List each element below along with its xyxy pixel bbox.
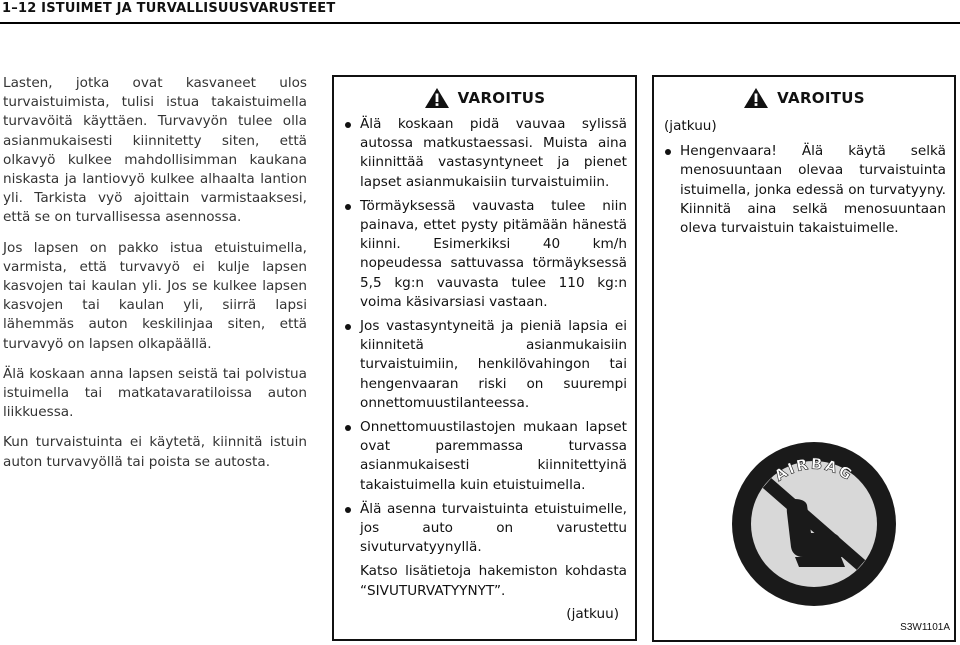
warning-triangle-icon bbox=[424, 87, 450, 109]
paragraph-unused-seat: Kun turvaistuinta ei käytetä, kiinnitä istuin auton turvavyöllä tai poista se autosta. bbox=[3, 434, 307, 470]
left-column bbox=[3, 74, 307, 483]
page-title: 1–12 ISTUIMET JA TURVALLISUUSVARUSTEET bbox=[2, 1, 336, 16]
warning-list bbox=[344, 115, 627, 557]
warning-item: Älä koskaan pidä vauvaa sylissä autossa matkustaessasi. Muista aina kiinnittää vastasyntyneet ja pienet lapset asianmukaisiin turvaistuimiin. bbox=[344, 115, 627, 192]
warning-item: Onnettomuustilastojen mukaan lapset ovat paremmassa turvassa asianmukaisesti kiinnitettyinä takaistuimella kuin etuistuimella. bbox=[344, 418, 627, 495]
warning-label: VAROITUS bbox=[777, 89, 865, 107]
continued-label: (jatkuu) bbox=[664, 118, 717, 134]
warning-item: Älä asenna turvaistuinta etuistuimelle, jos auto on varustettu sivuturvatyynyllä. bbox=[344, 500, 627, 558]
warning-item: Törmäyksessä vauvasta tulee niin painava, ettet pysty pitämään hänestä kiinni. Esimerkiksi 40 km/h nopeudessa sattuvassa törmäyksessä 5,5 kg:n vauvasta tulee 110 kg:n voima käsivarsiasi vastaan. bbox=[344, 197, 627, 312]
warning-label: VAROITUS bbox=[457, 89, 546, 107]
airbag-label-path: AIRBAG bbox=[771, 454, 857, 485]
warning-note: Katso lisätietoja hakemiston kohdasta “SIVUTURVATYYNYT”. bbox=[360, 563, 627, 599]
warning-body bbox=[334, 115, 635, 624]
warning-item: Jos vastasyntyneitä ja pieniä lapsia ei kiinnitetä asianmukaisiin turvaistuimiin, henkilövahingon tai hengenvaaran riski on suurempi onnettomuustilanteessa. bbox=[344, 317, 627, 413]
warning-header bbox=[334, 87, 635, 109]
warning-body bbox=[654, 117, 954, 238]
no-child-seat-airbag-icon bbox=[729, 439, 899, 609]
page-header bbox=[0, 0, 960, 24]
paragraph-no-standing: Älä koskaan anna lapsen seistä tai polvistua istuimella tai matkatavaratiloissa auton liikkuessa. bbox=[3, 365, 307, 421]
warning-triangle-icon bbox=[743, 87, 769, 109]
paragraph-older-children: Lasten, jotka ovat kasvaneet ulos turvaistuimista, tulisi istua takaistuimella turvavöitä käyttäen. Turvavyön tulee olla asianmukaisesti kiinnitetty siten, että olkavyö kulkee mahdollisimman kaukana niskasta ja lantiovyö kulkee alhaalta lantion yli. Tarkista vyö ajoittain varmistaaksesi, että se on turvallisessa asennossa. bbox=[3, 75, 307, 226]
warning-header bbox=[654, 87, 954, 109]
warning-item: Hengenvaara! Älä käytä selkä menosuuntaan olevaa turvaistuinta istuimella, jonka edessä on turvatyyny. Kiinnitä aina selkä menosuuntaan oleva turvaistuin takaistuimelle. bbox=[664, 142, 946, 238]
warning-box-middle bbox=[332, 75, 637, 641]
paragraph-front-seat: Jos lapsen on pakko istua etuistuimella, varmista, että turvavyö ei kulje lapsen kasvojen tai kaulan yli. Jos se kulkee lapsen kasvojen tai kaulan yli, siirrä lapsi lähemmäs auton keskilinjaa siten, että turvavyö on lapsen olkapäällä. bbox=[3, 239, 307, 352]
warning-list bbox=[664, 142, 946, 238]
figure-caption: S3W1101A bbox=[900, 622, 950, 633]
continued-label: (jatkuu) bbox=[566, 605, 619, 622]
